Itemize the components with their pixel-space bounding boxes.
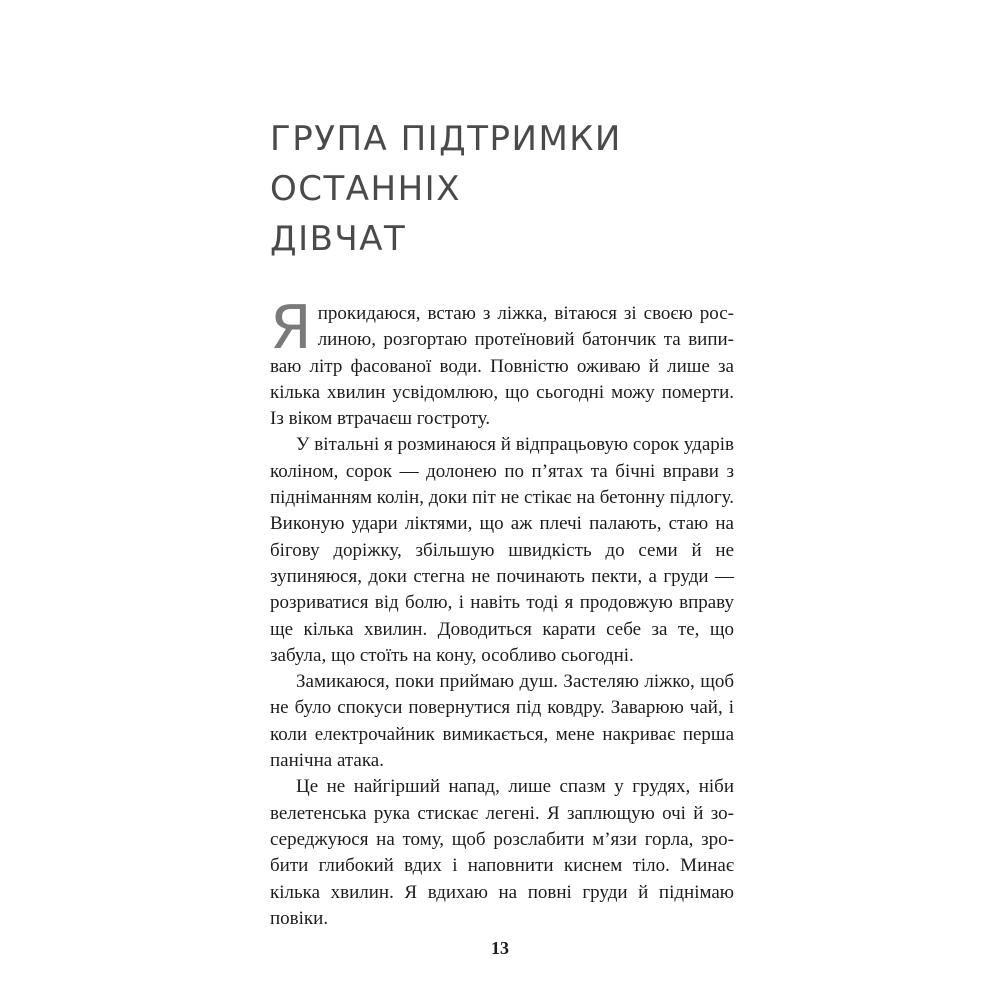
paragraph-2: У вітальні я розминаюся й відпрацьовую сорок ударів коліном, сорок — долонею по п’ятах та бічні вправи з підніманням колін, доки піт не стікає на бетонну підлогу. Виконую удари ліктями, що аж плечі палають, стаю на бігову доріжку, збільшую швидкість до семи й не зупиняюся, доки стегна не починають пекти, а груди — розриватися від болю, і навіть тоді я продовжую вправу ще кілька хвилин. Доводиться карати себе за те, що забула, що стоїть на кону, особливо сьогодні.	[270, 434, 734, 666]
paragraph-1	[270, 293, 734, 432]
paragraph-4: Це не найгірший напад, лише спазм у грудях, ніби велетенська рука стискає легені. Я заплющую очі й зосереджуюся на тому, щоб розслабити м’язи горла, зробити глибокий вдих і наповнити киснем тіло. Минає кілька хвилин. Я вдихаю на повні груди й піднімаю повіки.	[270, 776, 734, 929]
paragraph-3: Замикаюся, поки приймаю душ. Застеляю ліжко, щоб не було спокуси повернутися під ковдру. Заварюю чай, і коли електрочайник вимикається, мене накриває перша панічна атака.	[270, 671, 734, 772]
chapter-title-line-1: ГРУПА ПІДТРИМКИ ОСТАННІХ	[270, 119, 622, 209]
chapter-title-line-2: ДІВЧАТ	[270, 219, 407, 259]
drop-cap: Я	[270, 293, 312, 363]
body-text	[270, 293, 734, 932]
page-number: 13	[491, 938, 509, 958]
paragraph-1-text: прокидаюся, встаю з ліжка, вітаюся зі своєю рослиною, розгортаю протеїновий батончик та випиваю літр фасованої води. Повністю оживаю й лише за кілька хвилин усвідомлюю, що сьогодні можу померти. Із віком втрачаєш гостроту.	[270, 303, 734, 430]
chapter-title	[270, 114, 770, 264]
